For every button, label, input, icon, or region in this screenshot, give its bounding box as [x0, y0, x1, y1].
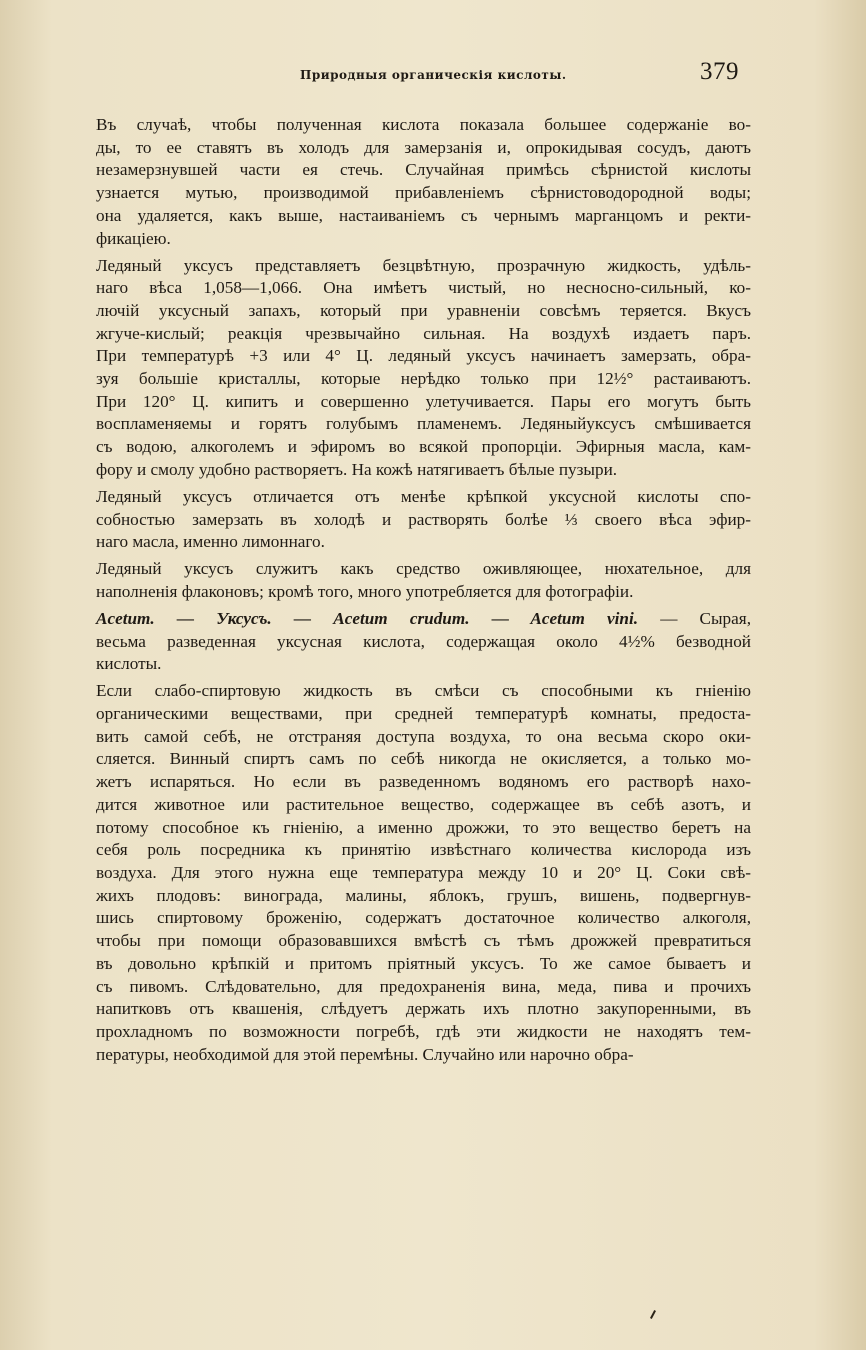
running-title: Природныя органическія кислоты. [300, 68, 567, 82]
text-line: жгуче-кислый; реакція чрезвычайно сильная. На воздухѣ издаетъ паръ. [96, 323, 751, 343]
paragraph [96, 255, 751, 482]
text-line [96, 608, 751, 631]
text-line: наго вѣса 1,058—1,066. Она имѣетъ чистый, но несносно-сильный, ко- [96, 278, 751, 298]
text-line: При температурѣ +3 или 4° Ц. ледяный уксусъ начинаетъ замерзать, обра- [96, 346, 751, 366]
text-line: прохладномъ по возможности погребѣ, гдѣ эти жидкости не находятъ тем- [96, 1021, 751, 1041]
text-line: весьма разведенная уксусная кислота, содержащая около 4½% безводной [96, 631, 751, 651]
page-header [0, 58, 866, 92]
text-line: кислоты. [96, 654, 162, 674]
text-line: органическими веществами, при средней температурѣ комнаты, предоста- [96, 704, 751, 724]
text-line: потому способное къ гніенію, а именно дрожжи, то это вещество беретъ на [96, 817, 751, 837]
latin-heading: Acetum. — Уксусъ. — Acetum crudum. — Acetum vini. [96, 608, 639, 628]
text-line: съ пивомъ. Слѣдовательно, для предохраненія вина, меда, пива и прочихъ [96, 976, 751, 996]
paragraph [96, 558, 751, 603]
text-line: Ледяный уксусъ служитъ какъ средство оживляющее, нюхательное, для [96, 559, 751, 579]
paragraph [96, 114, 751, 250]
text-line: незамерзнувшей части ея стечь. Случайная примѣсь сѣрнистой кислоты [96, 160, 751, 180]
text-line: узнается мутью, производимой прибавленіемъ сѣрнистоводородной воды; [96, 183, 751, 203]
text-line: собностью замерзать въ холодѣ и растворять болѣе ⅓ своего вѣса эфир- [96, 509, 751, 529]
text-line: воздуха. Для этого нужна еще температура между 10 и 20° Ц. Соки свѣ- [96, 862, 751, 882]
paragraph [96, 680, 751, 1066]
heading-continuation: — Сырая, [638, 608, 751, 628]
text-line: Ледяный уксусъ представляетъ безцвѣтную, прозрачную жидкость, удѣль- [96, 255, 751, 275]
text-line: лючій уксусный запахъ, который при уравненіи совсѣмъ теряется. Вкусъ [96, 300, 751, 320]
text-line: пературы, необходимой для этой перемѣны. Случайно или нарочно обра- [96, 1044, 634, 1064]
text-line: себя роль посредника къ принятію извѣстнаго количества кислорода изъ [96, 840, 751, 860]
text-line: жихъ плодовъ: винограда, малины, яблокъ, грушъ, вишень, подвергнув- [96, 885, 751, 905]
text-line: шись спиртовому броженію, содержатъ достаточное количество алкоголя, [96, 908, 751, 928]
text-line: наполненія флаконовъ; кромѣ того, много употребляется для фотографіи. [96, 581, 634, 601]
text-line: ды, то ее ставятъ въ холодъ для замерзанія и, опрокидывая сосудъ, даютъ [96, 137, 751, 157]
text-line: фикаціею. [96, 228, 171, 248]
text-line: дится животное или растительное вещество, содержащее въ себѣ азотъ, и [96, 794, 751, 814]
text-line: въ довольно крѣпкій и притомъ пріятный уксусъ. То же самое бываетъ и [96, 953, 751, 973]
ink-mark [650, 1310, 656, 1319]
text-line: жетъ испаряться. Но если въ разведенномъ водяномъ его растворѣ нахо- [96, 772, 751, 792]
text-line: чтобы при помощи образовавшихся вмѣстѣ съ тѣмъ дрожжей превратиться [96, 931, 751, 951]
text-line: сляется. Винный спиртъ самъ по себѣ никогда не окисляется, а только мо- [96, 749, 751, 769]
text-line: воспламеняемы и горятъ голубымъ пламенемъ. Ледяныйуксусъ смѣшивается [96, 414, 751, 434]
body-text [96, 114, 751, 1070]
text-line: При 120° Ц. кипитъ и совершенно улетучивается. Пары его могутъ быть [96, 391, 751, 411]
text-line: фору и смолу удобно растворяетъ. На кожѣ натягиваетъ бѣлые пузыри. [96, 459, 618, 479]
text-line: напитковъ отъ квашенія, слѣдуетъ держать ихъ плотно закупоренными, въ [96, 999, 751, 1019]
text-line: наго масла, именно лимоннаго. [96, 532, 325, 552]
page-number: 379 [700, 58, 739, 85]
text-line: она удаляется, какъ выше, настаиваніемъ съ чернымъ марганцомъ и ректи- [96, 205, 751, 225]
paragraph [96, 486, 751, 554]
text-line: Въ случаѣ, чтобы полученная кислота показала большее содержаніе во- [96, 115, 751, 134]
text-line: съ водою, алкоголемъ и эфиромъ во всякой пропорціи. Эфирныя масла, кам- [96, 437, 751, 457]
text-line: Если слабо-спиртовую жидкость въ смѣси съ способными къ гніенію [96, 681, 751, 701]
text-line: Ледяный уксусъ отличается отъ менѣе крѣпкой уксусной кислоты спо- [96, 486, 751, 506]
text-line: зуя большіе кристаллы, которые нерѣдко только при 12½° растаиваютъ. [96, 369, 751, 389]
text-line: вить самой себѣ, не отстраняя доступа воздуха, то она весьма скоро оки- [96, 726, 751, 746]
paragraph [96, 608, 751, 676]
